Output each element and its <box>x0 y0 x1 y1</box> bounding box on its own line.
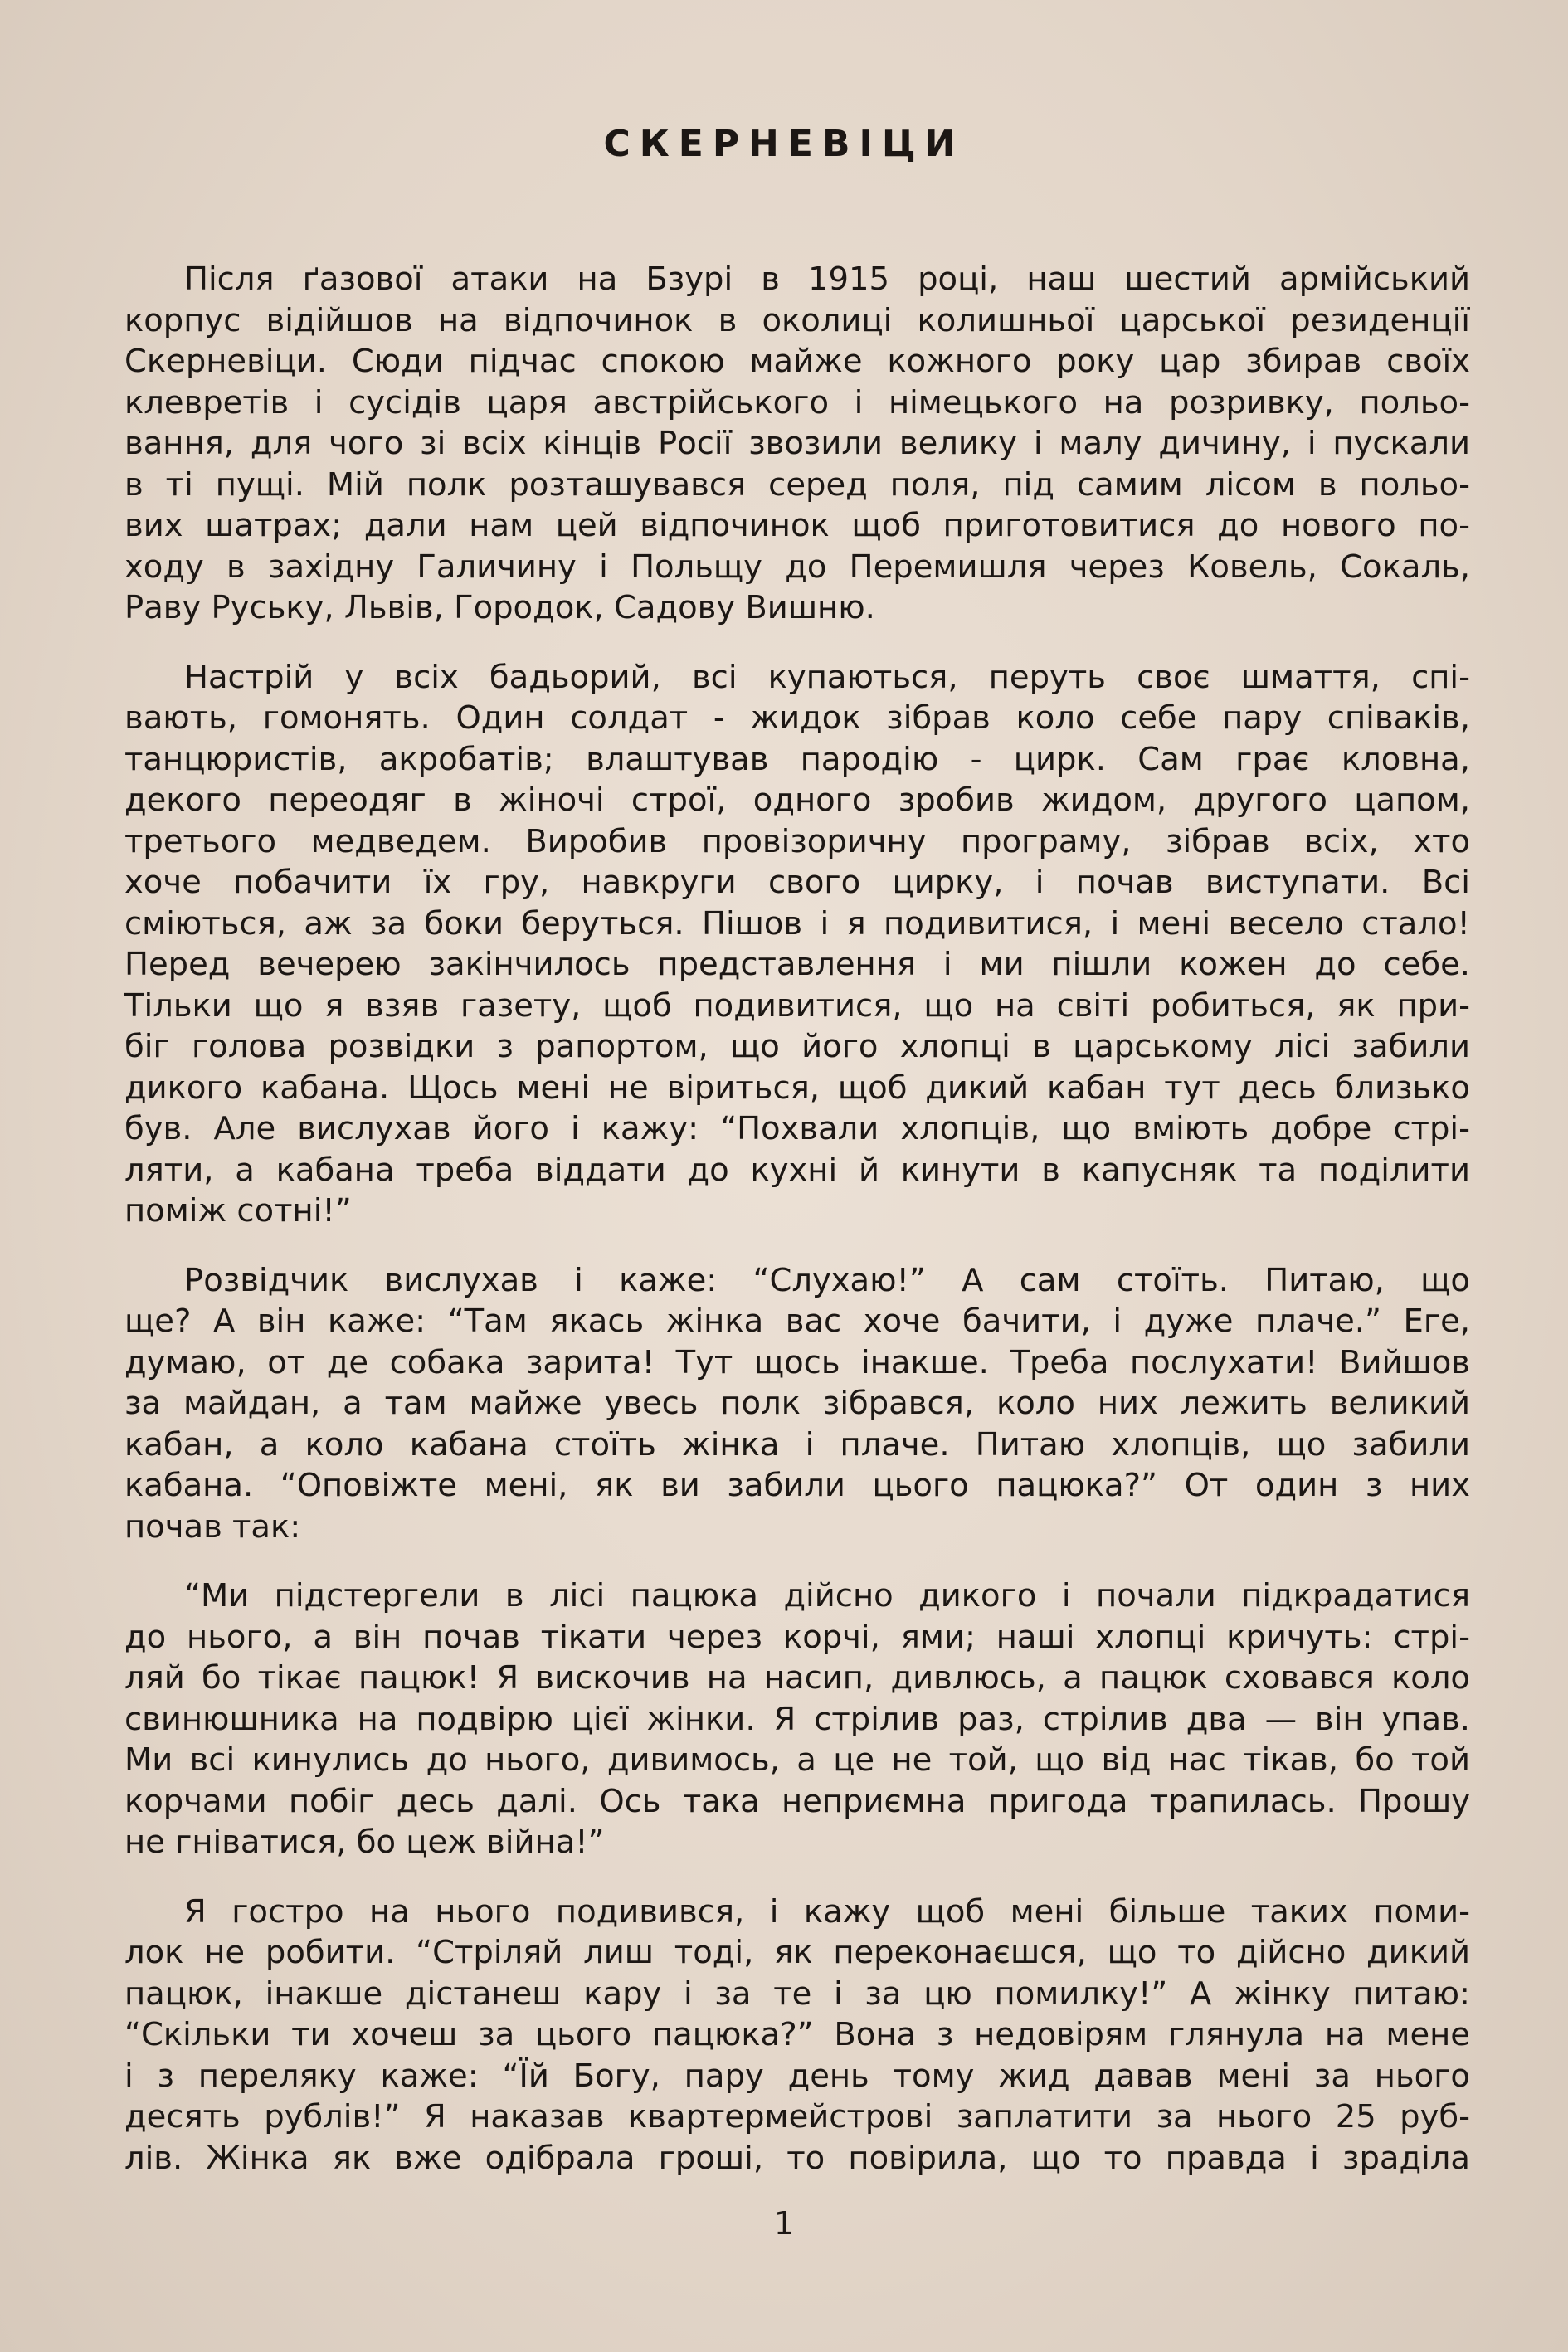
text-line: був. Але вислухав його і кажу: “Похвали хлопців, що вміють добре стрі- <box>124 1110 1470 1147</box>
text-line: корчами побіг десь далі. Ось така неприємна пригода трапилась. Прошу <box>124 1782 1470 1820</box>
text-line: Після ґазової атаки на Бзурі в 1915 році, наш шестий армійський <box>184 261 1470 298</box>
text-line: ходу в західну Галичину і Польщу до Перемишля через Ковель, Сокаль, <box>124 548 1470 586</box>
text-line: біг голова розвідки з рапортом, що його хлопці в царському лісі забили <box>124 1028 1470 1065</box>
text-line: до нього, а він почав тікати через корчі, ями; наші хлопці кричуть: стрі- <box>124 1618 1470 1656</box>
text-line: Раву Руську, Львів, Городок, Садову Вишню. <box>124 589 875 626</box>
text-line: хоче побачити їх гру, навкруги свого цирку, і почав виступати. Всі <box>124 864 1470 901</box>
text-line: “Скільки ти хочеш за цього пацюка?” Вона з недовірям глянула на мене <box>124 2016 1470 2053</box>
text-line: лок не робити. “Стріляй лиш тоді, як переконаєшся, що то дійсно дикий <box>124 1934 1470 1971</box>
text-line: десять рублів!” Я наказав квартермейстрові заплатити за нього 25 руб- <box>124 2098 1470 2135</box>
text-line: корпус відійшов на відпочинок в околиці колишньої царської резиденції <box>124 301 1470 339</box>
paragraph-3 <box>124 1260 1470 1548</box>
text-line: кабан, а коло кабана стоїть жінка і плаче. Питаю хлопців, що забили <box>124 1425 1470 1463</box>
text-line: ляти, а кабана треба віддати до кухні й кинути в капусняк та поділити <box>124 1151 1470 1189</box>
text-line: Ми всі кинулись до нього, дивимось, а це не той, що від нас тікав, бо той <box>124 1741 1470 1779</box>
text-line: танцюристів, акробатів; влаштував пародію - цирк. Сам грає кловна, <box>124 740 1470 778</box>
paragraph-1 <box>124 259 1470 629</box>
text-line: третього медведем. Виробив провізоричну програму, зібрав всіх, хто <box>124 822 1470 860</box>
paragraph-2 <box>124 657 1470 1232</box>
text-line: “Ми підстергели в лісі пацюка дійсно дикого і почали підкрадатися <box>184 1577 1470 1614</box>
page-title: СКЕРНЕВІЦИ <box>603 123 965 165</box>
text-line: Скерневіци. Сюди підчас спокою майже кожного року цар збирав своїх <box>124 343 1470 380</box>
text-line: декого переодяг в жіночі строї, одного зробив жидом, другого цапом, <box>124 782 1470 819</box>
page-number: 1 <box>773 2205 795 2242</box>
paragraph-5 <box>124 1892 1470 2179</box>
text-line: в ті пущі. Мій полк розташувався серед поля, під самим лісом в польо- <box>124 465 1470 504</box>
text-line: вають, гомонять. Один солдат - жидок зібрав коло себе пару співаків, <box>124 699 1470 737</box>
paragraph-4-quote <box>124 1575 1470 1863</box>
text-line: кабана. “Оповіжте мені, як ви забили цього пацюка?” От один з них <box>124 1467 1470 1504</box>
text-line: лів. Жінка як вже одібрала гроші, то повірила, що то правда і зраділа <box>124 2139 1470 2177</box>
text-line: ляй бо тікає пацюк! Я вискочив на насип, дивлюсь, а пацюк сховався коло <box>124 1659 1470 1697</box>
text-line: Настрій у всіх бадьорий, всі купаються, перуть своє шмаття, спі- <box>184 658 1470 696</box>
text-line: і з переляку каже: “Їй Богу, пару день тому жид давав мені за нього <box>124 2057 1470 2095</box>
text-line: Тільки що я взяв газету, щоб подивитися, що на світі робиться, як при- <box>124 986 1470 1025</box>
text-line: Перед вечерею закінчилось представлення і ми пішли кожен до себе. <box>124 946 1470 983</box>
text-line: клевретів і сусідів царя австрійського і німецького на розривку, польо- <box>124 383 1470 421</box>
text-line: Я гостро на нього подивився, і кажу щоб мені більше таких поми- <box>184 1892 1470 1931</box>
text-line: сміються, аж за боки беруться. Пішов і я подивитися, і мені весело стало! <box>124 904 1470 942</box>
text-line: Розвідчик вислухав і каже: “Слухаю!” А сам стоїть. Питаю, що <box>184 1261 1470 1299</box>
text-line: почав так: <box>124 1507 301 1546</box>
text-line: дикого кабана. Щось мені не віриться, щоб дикий кабан тут десь близько <box>124 1069 1470 1107</box>
article-body <box>124 259 1470 2207</box>
text-line: думаю, от де собака зарита! Тут щось інакше. Треба послухати! Вийшов <box>124 1343 1470 1381</box>
text-line: за майдан, а там майже увесь полк зібрався, коло них лежить великий <box>124 1385 1470 1422</box>
text-line: вання, для чого зі всіх кінців Росії звозили велику і малу дичину, і пускали <box>124 425 1470 462</box>
text-line: не гніватися, бо цеж війна!” <box>124 1824 605 1861</box>
text-line: пацюк, інакше дістанеш кару і за те і за цю помилку!” А жінку питаю: <box>124 1975 1470 2013</box>
text-line: поміж сотні!” <box>124 1192 352 1230</box>
text-line: ще? А він каже: “Там якась жінка вас хоче бачити, і дуже плаче.” Еге, <box>124 1303 1470 1340</box>
text-line: вих шатрах; дали нам цей відпочинок щоб приготовитися до нового по- <box>124 507 1470 544</box>
text-line: свинюшника на подвірю цієї жінки. Я стрілив раз, стрілив два — він упав. <box>124 1700 1470 1738</box>
